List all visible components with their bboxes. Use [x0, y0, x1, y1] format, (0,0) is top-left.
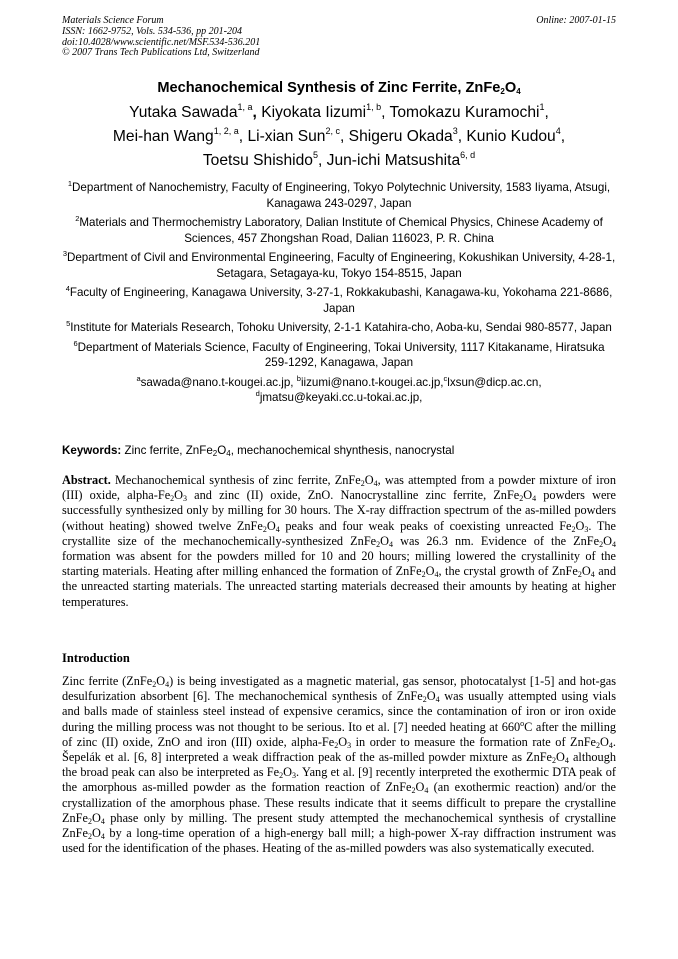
subscript: 2 [87, 832, 92, 842]
online-date: Online: 2007-01-15 [536, 15, 616, 26]
title-sub: 2 [500, 87, 505, 96]
author-name: Jun-ichi Matsushita [326, 152, 461, 169]
keywords-text: Zinc ferrite, ZnFe [121, 444, 213, 457]
abstract-text: Mechanochemical synthesis of zinc ferrite, ZnFe [110, 473, 361, 487]
affiliation-number: 6 [73, 338, 78, 348]
abstract-text: O [380, 533, 390, 548]
affiliation-number: 4 [65, 284, 70, 293]
author-separator: , [381, 104, 386, 121]
abstract-text: O [364, 473, 374, 487]
email-link[interactable]: jmatsu@keyaki.cc.u-tokai.ac.jp, [259, 391, 423, 404]
degree-superscript: o [520, 718, 525, 728]
author-line-1 [62, 101, 616, 125]
intro-text: O [338, 734, 348, 749]
abstract-text: and zinc (II) oxide, ZnO. Nanocrystalline zinc ferrite, ZnFe [187, 488, 520, 503]
author-name: Shigeru Okada [348, 128, 453, 145]
author-affil-sup: 3 [452, 126, 458, 136]
subscript: 4 [424, 786, 429, 796]
subscript: 3 [292, 771, 296, 781]
subscript: 2 [571, 524, 576, 534]
subscript: 4 [373, 479, 378, 488]
abstract-label: Abstract. [62, 473, 111, 487]
intro-text: although the broad peak can also be interpreted as Fe [62, 750, 616, 780]
author-affil-sup: 1, a [237, 102, 253, 112]
keywords-text: O [217, 444, 227, 457]
subscript: 4 [435, 695, 440, 705]
author-affil-sup: 6, d [460, 150, 476, 160]
subscript: 3 [183, 494, 188, 504]
intro-text: O [91, 826, 101, 841]
issn-line: ISSN: 1662-9752, Vols. 534-536, pp 201-204 [62, 25, 242, 37]
email-marker: b [296, 373, 301, 383]
affiliation [62, 180, 616, 211]
journal-name: Materials Science Forum [62, 15, 164, 26]
author-separator: , [560, 128, 566, 145]
subscript: 4 [532, 494, 537, 504]
subscript: 4 [612, 539, 616, 549]
author-affil-sup: 2, c [325, 126, 340, 136]
author-affil-sup: 1, 2, a [213, 126, 239, 136]
section-heading-introduction: Introduction [62, 651, 130, 665]
abstract-text: O [523, 488, 533, 503]
intro-text: was usually attempted using vials and balls made of stainless steel instead of expensive ceramics, since the contamination of iron or iron oxide during the milling process was not thought to be serious. Ito et al. [7] needed heating at 660 [62, 689, 617, 734]
email-marker: d [255, 389, 260, 398]
intro-text: O [91, 810, 101, 825]
subscript: 2 [262, 524, 267, 534]
intro-text: ) is being investigated as a magnetic material, gas sensor, photocatalyst [1-5] and hot-gas desulfurization absorbent [6]. The mechanochemical synthesis of ZnFe [62, 674, 616, 704]
affiliation [62, 320, 616, 336]
intro-text: (an exothermic reaction) and/or the crystallization of the amorphous phase. These results indicate that it seems difficult to prepare the crystalline ZnFe [62, 780, 616, 825]
email-link[interactable]: sawada@nano.t-kougei.ac.jp, [140, 375, 297, 389]
author-separator: , [544, 104, 549, 121]
abstract [62, 473, 616, 610]
affiliation-number: 1 [67, 179, 73, 188]
abstract-text: O [266, 518, 276, 533]
intro-text: in order to measure the formation rate of ZnFe [351, 734, 597, 749]
subscript: 2 [596, 740, 601, 750]
abstract-text: peaks and four weak peaks of coexisting unreacted Fe [279, 518, 572, 533]
abstract-text: O [575, 518, 585, 533]
intro-text: by a long-time operation of a high-energy ball mill; a high-power X-ray diffraction instrument was used for the identification of the phases. Heating of the as-milled powders was also systematically executed. [62, 826, 616, 856]
subscript: 2 [212, 449, 218, 458]
affiliation-text: Department of Civil and Environmental Engineering, Faculty of Engineering, Kokushikan University, 4-28-1, Setagara, Setagaya-ku, Tokyo 154-8515, Japan [66, 251, 616, 280]
intro-text: O [556, 750, 565, 765]
abstract-text: , was attempted from a powder mixture of iron (III) oxide, alpha-Fe [62, 473, 616, 503]
email-marker: a [136, 373, 141, 383]
subscript: 2 [170, 494, 175, 504]
subscript: 2 [599, 539, 604, 549]
author-separator: , [238, 128, 244, 145]
keywords-label: Keywords: [62, 444, 122, 457]
title-text: Mechanochemical Synthesis of Zinc Ferrite, ZnFe [157, 80, 501, 96]
affiliation-text: Department of Nanochemistry, Faculty of Engineering, Tokyo Polytechnic University, 1583 Iiyama, Atsugi, Kanagawa 243-0297, Japan [72, 181, 611, 210]
author-name: Kunio Kudou [466, 128, 556, 145]
affiliation-number: 5 [66, 319, 71, 328]
affiliation-number: 2 [75, 214, 80, 223]
keywords-text: , mechanochemical shynthesis, nanocrystal [230, 444, 455, 457]
intro-text: phase only by milling. The present study attempted the mechanochemical synthesis of crystalline ZnFe [62, 810, 616, 841]
email-link[interactable]: iizumi@nano.t-kougei.ac.jp, [300, 375, 444, 389]
subscript: 2 [87, 816, 92, 826]
abstract-text: was 26.3 nm. Evidence of the ZnFe [393, 533, 600, 548]
email-line-1 [62, 375, 616, 391]
author-separator: , [317, 152, 323, 169]
abstract-text: and the unreacted starting materials. The unreacted starting materials decreased their amounts by heating at higher temperatures. [62, 564, 616, 609]
abstract-text: . The crystallite size of the mechanochemically-synthesized ZnFe [62, 518, 616, 548]
intro-text: . Yang et al. [9] recently interpreted the exothermic DTA peak of the amorphous as-milled powder as the formation reaction of ZnFe [62, 765, 616, 795]
author-name: Mei-han Wang [112, 128, 214, 145]
email-list [62, 375, 616, 406]
paper-title [62, 80, 616, 96]
abstract-text: O [581, 564, 591, 579]
subscript: 4 [275, 524, 280, 534]
intro-text: O [426, 689, 436, 704]
subscript: 4 [389, 539, 394, 549]
subscript: 4 [226, 449, 231, 458]
author-affil-sup: 5 [312, 150, 318, 160]
intro-text: O [283, 765, 292, 780]
subscript: 2 [552, 756, 557, 766]
intro-text: O [156, 674, 166, 688]
affiliation [62, 285, 616, 316]
copyright-line: © 2007 Trans Tech Publications Ltd, Switzerland [62, 47, 260, 59]
intro-text: O [600, 734, 609, 749]
abstract-text: powders were successfully synthesized only by milling for 30 hours. The X-ray diffraction spectrum of the as-milled powders (without heating) showed twelve ZnFe [62, 488, 616, 533]
subscript: 3 [584, 524, 589, 534]
author-name: Tomokazu Kuramochi [389, 104, 540, 121]
intro-text: Zinc ferrite (ZnFe [62, 674, 153, 688]
author-name: Toetsu Shishido [202, 152, 313, 169]
author-line-2 [62, 125, 616, 149]
abstract-text: O [174, 488, 184, 503]
subscript: 4 [165, 680, 170, 689]
subscript: 3 [347, 740, 352, 750]
affiliation-text: Institute for Materials Research, Tohoku University, 2-1-1 Katahira-cho, Aoba-ku, Sendai 980-8577, Japan [70, 321, 612, 334]
affiliation-text: Department of Materials Science, Faculty of Engineering, Tokai University, 1117 Kitakaname, Hiratsuka 259-1292, Kanagawa, Japan [77, 340, 605, 369]
subscript: 2 [577, 570, 582, 580]
subscript: 4 [564, 756, 569, 766]
author-separator: , [252, 104, 257, 121]
author-separator: , [339, 128, 345, 145]
doi-line: doi:10.4028/www.scientific.net/MSF.534-536.201 [62, 36, 261, 48]
author-name: Kiyokata Iizumi [261, 104, 367, 121]
affiliation-number: 3 [62, 249, 67, 258]
subscript: 2 [279, 771, 284, 781]
affiliation-text: Materials and Thermochemistry Laboratory, Dalian Institute of Chemical Physics, Chinese Academy of Sciences, 457 Zhongshan Road, Dalian 116023, P. R. China [79, 216, 603, 245]
subscript: 2 [411, 786, 416, 796]
intro-text: O [415, 780, 425, 795]
title-text-o: O [504, 80, 517, 96]
subscript: 2 [421, 570, 426, 580]
author-affil-sup: 4 [555, 126, 561, 136]
author-affil-sup: 1 [539, 102, 545, 112]
subscript: 4 [434, 570, 439, 580]
subscript: 2 [152, 680, 157, 689]
affiliation [62, 340, 616, 371]
subscript: 2 [376, 539, 381, 549]
subscript: 4 [608, 740, 613, 750]
author-separator: , [457, 128, 463, 145]
subscript: 2 [334, 740, 339, 750]
keywords [62, 444, 616, 457]
email-marker: c [443, 373, 448, 383]
subscript: 2 [519, 494, 524, 504]
author-list [62, 101, 616, 173]
abstract-text: formation was absent for the powders milled for 10 and 20 hours; milling lowered the crystallinity of the starting materials. Heating after milling enhanced the formation of ZnFe [62, 549, 616, 579]
subscript: 4 [100, 816, 105, 826]
subscript: 4 [100, 832, 105, 842]
subscript: 2 [422, 695, 427, 705]
journal-header [62, 16, 616, 59]
author-affil-sup: 1, b [366, 102, 382, 112]
abstract-text: , the crystal growth of ZnFe [438, 564, 578, 579]
abstract-text: O [425, 564, 435, 579]
affiliation-list [62, 180, 616, 406]
title-sub: 4 [516, 87, 521, 96]
intro-text: C after the milling of zinc (II) oxide, ZnO and iron (III) oxide, alpha-Fe [62, 719, 616, 749]
email-line-2 [62, 390, 616, 406]
subscript: 2 [360, 479, 365, 488]
subscript: 4 [590, 570, 595, 580]
email-link[interactable]: lxsun@dicp.ac.cn, [447, 375, 542, 389]
introduction-body [62, 674, 616, 856]
author-name: Yutaka Sawada [129, 104, 238, 121]
affiliation [62, 215, 616, 246]
affiliation-text: Faculty of Engineering, Kanagawa University, 3-27-1, Rokkakubashi, Kanagawa-ku, Yokohama 221-8686, Japan [69, 286, 613, 315]
author-name: Li-xian Sun [247, 128, 326, 145]
intro-text: . Šepelák et al. [6, 8] interpreted a weak diffraction peak of the as-milled powder mixture as ZnFe [62, 734, 616, 765]
abstract-text: O [603, 533, 612, 548]
author-line-3 [62, 149, 616, 173]
affiliation [62, 250, 616, 281]
